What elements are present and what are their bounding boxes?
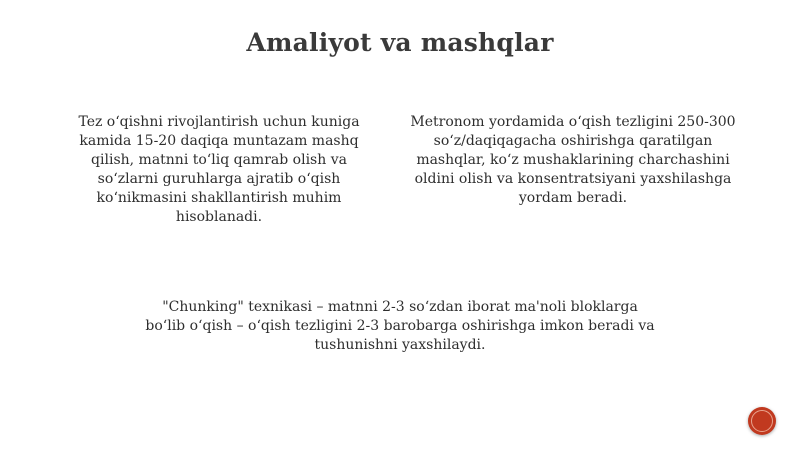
- next-slide-icon[interactable]: [748, 407, 776, 435]
- left-text-line: qilish, matnni to‘liq qamrab olish va: [91, 152, 347, 168]
- right-text-block: [410, 113, 736, 208]
- left-text-line: hisoblanadi.: [175, 209, 263, 225]
- right-text-line: oldini olish va konsentratsiyani yaxshilashga: [414, 171, 732, 187]
- bottom-text-block: [130, 298, 670, 355]
- left-text-line: so‘zlarni guruhlarga ajratib o‘qish: [97, 171, 341, 187]
- bottom-text-line: bo‘lib o‘qish – o‘qish tezligini 2-3 barobarga oshirishga imkon beradi va: [145, 318, 655, 334]
- left-text-line: Tez o‘qishni rivojlantirish uchun kuniga: [78, 114, 360, 130]
- right-text-line: so‘z/daqiqagacha oshirishga qaratilgan: [433, 133, 713, 149]
- bottom-text-line: "Chunking" texnikasi – matnni 2-3 so‘zdan iborat ma'noli bloklarga: [162, 299, 638, 315]
- right-text-line: Metronom yordamida o‘qish tezligini 250-300: [410, 114, 736, 130]
- right-text-line: mashqlar, ko‘z mushaklarining charchashini: [416, 152, 730, 168]
- left-text-line: ko‘nikmasini shakllantirish muhim: [96, 190, 342, 206]
- right-text-line: yordam beradi.: [518, 190, 628, 206]
- slide-title: Amaliyot va mashqlar: [246, 28, 554, 57]
- bottom-text-line: tushunishni yaxshilaydi.: [314, 337, 486, 353]
- left-text-block: [72, 113, 366, 227]
- left-text-line: kamida 15-20 daqiqa muntazam mashq: [79, 133, 359, 149]
